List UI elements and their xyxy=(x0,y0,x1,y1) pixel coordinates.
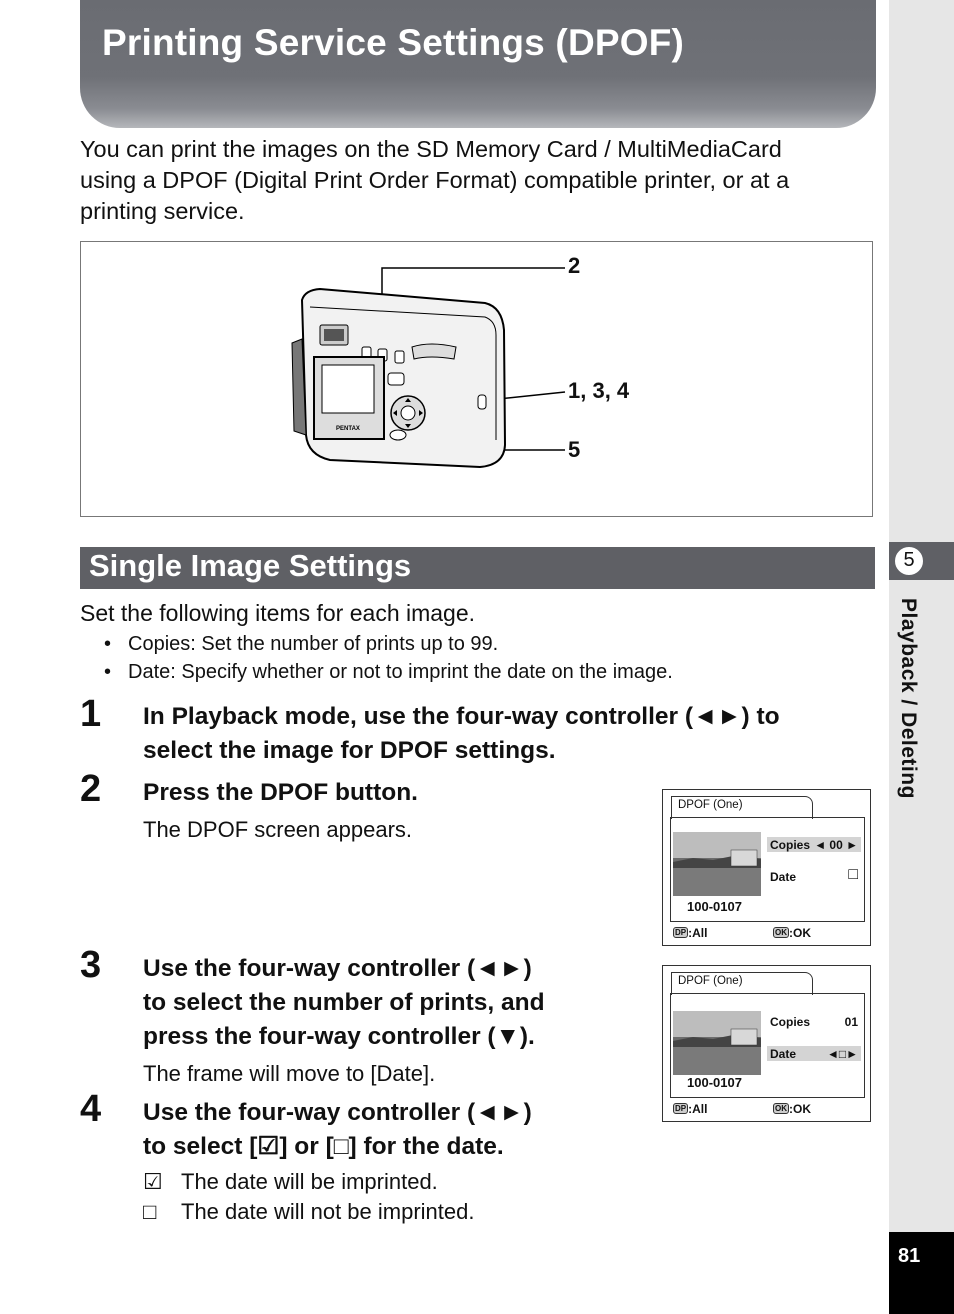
step-heading-line: press the four-way controller (▼). xyxy=(143,1023,535,1050)
bullet-item: • Copies: Set the number of prints up to 99. xyxy=(104,633,499,655)
step-number: 1 xyxy=(80,693,102,735)
step-body: The frame will move to [Date]. xyxy=(143,1061,436,1086)
step-heading-line: to select [☑] or [□] for the date. xyxy=(143,1133,504,1160)
checkbox-empty-icon: □ xyxy=(143,1199,157,1224)
footer-ok xyxy=(773,926,811,940)
date-row xyxy=(767,1046,861,1061)
callout-label: 1, 3, 4 xyxy=(568,378,630,403)
copies-value: ◄ 00 ► xyxy=(814,838,858,852)
camera-brand-label: PENTAX xyxy=(336,426,360,432)
footer-ok-label: :OK xyxy=(789,1102,811,1116)
page-number: 81 xyxy=(898,1245,921,1267)
date-label: Date xyxy=(770,870,797,884)
ok-key-icon: OK xyxy=(775,928,787,937)
copies-row xyxy=(767,1014,861,1029)
thumbnail-image xyxy=(673,832,761,896)
intro-line: using a DPOF (Digital Print Order Format) compatible printer, or at a xyxy=(80,167,790,193)
dp-key-icon: DP xyxy=(675,1104,687,1113)
dpof-screen xyxy=(662,965,871,1122)
intro-paragraph xyxy=(80,134,870,227)
section-lead: Set the following items for each image. xyxy=(80,600,476,626)
footer-all xyxy=(673,1102,707,1116)
intro-line: printing service. xyxy=(80,198,245,224)
copies-label: Copies xyxy=(770,1015,811,1029)
screen-tab-label: DPOF (One) xyxy=(678,799,743,811)
legend-text: The date will not be imprinted. xyxy=(181,1199,475,1224)
step-heading xyxy=(143,776,418,810)
step-heading-line: In Playback mode, use the four-way controller (◄►) to xyxy=(143,703,780,730)
step-body: The DPOF screen appears. xyxy=(143,817,413,842)
bullet-text: Copies: Set the number of prints up to 99. xyxy=(128,633,499,655)
step-heading xyxy=(143,1096,532,1164)
date-label: Date xyxy=(770,1047,797,1061)
camera-illustration xyxy=(280,255,580,480)
step-number: 2 xyxy=(80,768,102,810)
chapter-number: 5 xyxy=(894,546,924,576)
step-heading xyxy=(143,700,780,768)
checkbox-checked-icon: ☑ xyxy=(143,1169,163,1194)
footer-ok xyxy=(773,1102,811,1116)
date-row xyxy=(767,866,861,884)
copies-row xyxy=(767,837,861,852)
date-checkbox-icon: ◄□► xyxy=(826,1047,858,1061)
screen-tab xyxy=(671,972,813,995)
bullet-text: Date: Specify whether or not to imprint the date on the image. xyxy=(128,661,673,683)
footer-ok-label: :OK xyxy=(789,926,811,940)
step-number: 3 xyxy=(80,944,102,986)
callout-label: 5 xyxy=(568,437,581,462)
legend-text: The date will be imprinted. xyxy=(181,1169,438,1194)
step-number: 4 xyxy=(80,1088,102,1130)
bullet-item: • Date: Specify whether or not to imprint the date on the image. xyxy=(104,661,673,683)
title-banner xyxy=(80,0,876,128)
copies-value: 01 xyxy=(844,1015,858,1029)
dp-key-icon: DP xyxy=(675,928,687,937)
step-heading-line: Press the DPOF button. xyxy=(143,779,418,806)
file-number: 100-0107 xyxy=(687,1075,742,1090)
date-checkbox-icon: □ xyxy=(848,866,858,883)
dpof-screen xyxy=(662,789,871,946)
file-number: 100-0107 xyxy=(687,899,742,914)
thumbnail-image xyxy=(673,1011,761,1075)
screen-tab-label: DPOF (One) xyxy=(678,975,743,987)
chapter-label: Playback / Deleting xyxy=(897,598,920,799)
step-heading-line: to select the number of prints, and xyxy=(143,989,545,1016)
step-heading-line: Use the four-way controller (◄►) xyxy=(143,1099,532,1126)
screen-tab xyxy=(671,796,813,819)
footer-all xyxy=(673,926,707,940)
step-heading-line: Use the four-way controller (◄►) xyxy=(143,955,532,982)
intro-line: You can print the images on the SD Memory Card / MultiMediaCard xyxy=(80,136,782,162)
footer-all-label: :All xyxy=(688,1102,708,1116)
copies-label: Copies xyxy=(770,838,811,852)
ok-key-icon: OK xyxy=(775,1104,787,1113)
section-title: Single Image Settings xyxy=(89,548,412,583)
legend-row xyxy=(143,1199,475,1225)
step-heading xyxy=(143,952,545,1054)
footer-all-label: :All xyxy=(688,926,708,940)
legend-row xyxy=(143,1169,438,1195)
step-heading-line: select the image for DPOF settings. xyxy=(143,737,556,764)
callout-label: 2 xyxy=(568,253,581,278)
page-title: Printing Service Settings (DPOF) xyxy=(102,22,685,63)
